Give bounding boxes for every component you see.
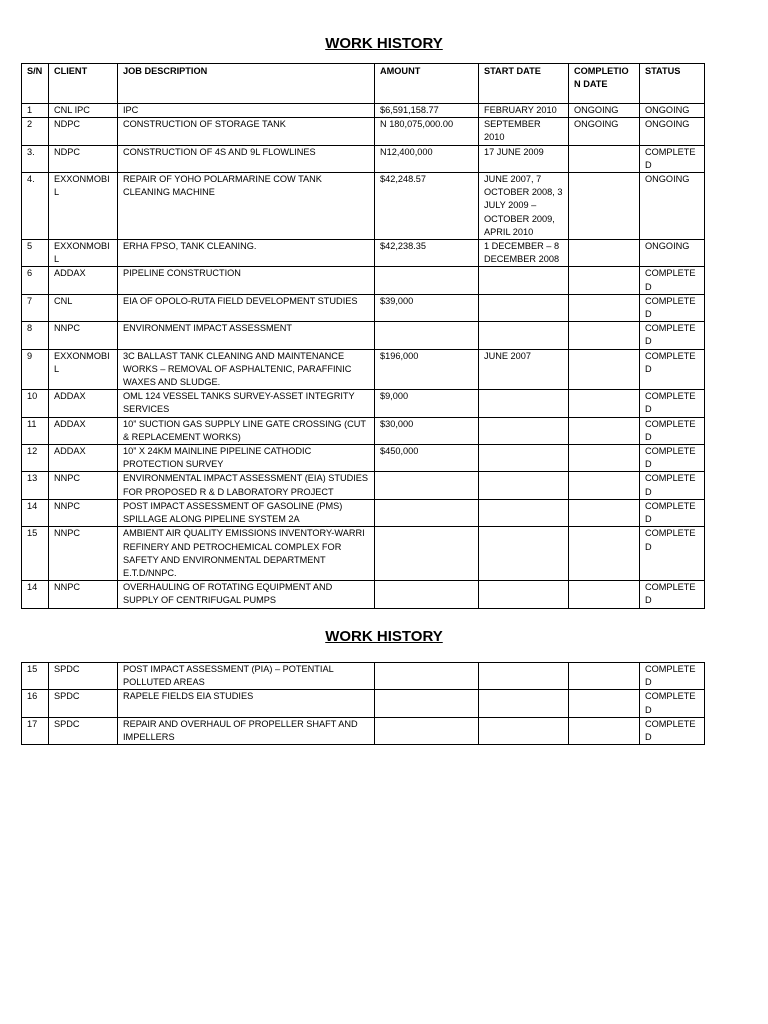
cell-sn: 17	[22, 717, 49, 744]
cell-completion-date: ONGOING	[569, 118, 640, 145]
cell-completion-date	[569, 322, 640, 349]
cell-status: COMPLETED	[640, 690, 705, 717]
cell-client: NDPC	[49, 145, 118, 172]
cell-amount	[375, 527, 479, 581]
cell-client: NNPC	[49, 527, 118, 581]
cell-status: COMPLETED	[640, 663, 705, 690]
table-row	[22, 690, 705, 717]
cell-status: COMPLETED	[640, 581, 705, 608]
header-start-date: START DATE	[479, 64, 569, 104]
cell-status: COMPLETED	[640, 717, 705, 744]
cell-status: ONGOING	[640, 118, 705, 145]
cell-job-description: ENVIRONMENT IMPACT ASSESSMENT	[118, 322, 375, 349]
cell-completion-date	[569, 267, 640, 294]
cell-amount	[375, 717, 479, 744]
cell-job-description: IPC	[118, 104, 375, 118]
cell-completion-date	[569, 527, 640, 581]
cell-amount	[375, 472, 479, 499]
cell-completion-date	[569, 417, 640, 444]
cell-client: NDPC	[49, 118, 118, 145]
table-row	[22, 349, 705, 390]
table-body	[22, 663, 705, 745]
table-row	[22, 322, 705, 349]
header-completion-date: COMPLETION DATE	[569, 64, 640, 104]
cell-sn: 12	[22, 445, 49, 472]
cell-completion-date	[569, 581, 640, 608]
cell-status: COMPLETED	[640, 499, 705, 526]
header-job-description: JOB DESCRIPTION	[118, 64, 375, 104]
cell-client: SPDC	[49, 663, 118, 690]
cell-amount: N 180,075,000.00	[375, 118, 479, 145]
cell-status: COMPLETED	[640, 445, 705, 472]
header-client: CLIENT	[49, 64, 118, 104]
cell-amount: $30,000	[375, 417, 479, 444]
cell-job-description: REPAIR OF YOHO POLARMARINE COW TANK CLEANING MACHINE	[118, 173, 375, 240]
cell-client: ADDAX	[49, 390, 118, 417]
cell-sn: 15	[22, 663, 49, 690]
cell-start-date: 17 JUNE 2009	[479, 145, 569, 172]
table-row	[22, 267, 705, 294]
cell-sn: 9	[22, 349, 49, 390]
table-header-row	[22, 64, 705, 104]
cell-start-date: 1 DECEMBER – 8 DECEMBER 2008	[479, 240, 569, 267]
cell-job-description: OML 124 VESSEL TANKS SURVEY-ASSET INTEGRITY SERVICES	[118, 390, 375, 417]
table-row	[22, 663, 705, 690]
table-row	[22, 240, 705, 267]
cell-job-description: POST IMPACT ASSESSMENT (PIA) – POTENTIAL POLLUTED AREAS	[118, 663, 375, 690]
cell-status: COMPLETED	[640, 472, 705, 499]
cell-start-date	[479, 267, 569, 294]
cell-completion-date	[569, 145, 640, 172]
cell-client: CNL IPC	[49, 104, 118, 118]
cell-job-description: PIPELINE CONSTRUCTION	[118, 267, 375, 294]
cell-completion-date	[569, 294, 640, 321]
cell-amount: $196,000	[375, 349, 479, 390]
cell-sn: 7	[22, 294, 49, 321]
cell-sn: 15	[22, 527, 49, 581]
cell-client: NNPC	[49, 499, 118, 526]
cell-start-date	[479, 390, 569, 417]
cell-start-date	[479, 417, 569, 444]
cell-completion-date	[569, 663, 640, 690]
table-row	[22, 527, 705, 581]
table-row	[22, 499, 705, 526]
cell-status: COMPLETED	[640, 390, 705, 417]
cell-job-description: 10” SUCTION GAS SUPPLY LINE GATE CROSSING (CUT & REPLACEMENT WORKS)	[118, 417, 375, 444]
table-row	[22, 417, 705, 444]
cell-sn: 10	[22, 390, 49, 417]
table-row	[22, 104, 705, 118]
cell-start-date	[479, 322, 569, 349]
cell-sn: 13	[22, 472, 49, 499]
cell-job-description: EIA OF OPOLO-RUTA FIELD DEVELOPMENT STUDIES	[118, 294, 375, 321]
cell-sn: 5	[22, 240, 49, 267]
table-row	[22, 390, 705, 417]
cell-job-description: REPAIR AND OVERHAUL OF PROPELLER SHAFT AND IMPELLERS	[118, 717, 375, 744]
cell-start-date	[479, 663, 569, 690]
cell-amount	[375, 322, 479, 349]
cell-amount	[375, 499, 479, 526]
header-amount: AMOUNT	[375, 64, 479, 104]
cell-job-description: CONSTRUCTION OF STORAGE TANK	[118, 118, 375, 145]
cell-client: NNPC	[49, 581, 118, 608]
cell-client: ADDAX	[49, 267, 118, 294]
cell-completion-date: ONGOING	[569, 104, 640, 118]
cell-sn: 11	[22, 417, 49, 444]
cell-status: COMPLETED	[640, 294, 705, 321]
cell-status: COMPLETED	[640, 322, 705, 349]
cell-amount: $42,248.57	[375, 173, 479, 240]
table-body	[22, 104, 705, 609]
cell-start-date	[479, 472, 569, 499]
cell-amount: $42,238.35	[375, 240, 479, 267]
cell-amount: N12,400,000	[375, 145, 479, 172]
cell-client: NNPC	[49, 472, 118, 499]
cell-amount	[375, 267, 479, 294]
cell-sn: 4.	[22, 173, 49, 240]
cell-job-description: 3C BALLAST TANK CLEANING AND MAINTENANCE WORKS – REMOVAL OF ASPHALTENIC, PARAFFINIC WAXES AND SLUDGE.	[118, 349, 375, 390]
cell-job-description: OVERHAULING OF ROTATING EQUIPMENT AND SUPPLY OF CENTRIFUGAL PUMPS	[118, 581, 375, 608]
cell-status: ONGOING	[640, 173, 705, 240]
cell-client: SPDC	[49, 690, 118, 717]
cell-sn: 1	[22, 104, 49, 118]
cell-start-date: SEPTEMBER 2010	[479, 118, 569, 145]
cell-start-date	[479, 499, 569, 526]
section-title-continued: WORK HISTORY	[325, 628, 443, 645]
cell-start-date	[479, 294, 569, 321]
cell-start-date	[479, 690, 569, 717]
cell-amount: $450,000	[375, 445, 479, 472]
cell-job-description: POST IMPACT ASSESSMENT OF GASOLINE (PMS) SPILLAGE ALONG PIPELINE SYSTEM 2A	[118, 499, 375, 526]
cell-start-date	[479, 527, 569, 581]
table-row	[22, 472, 705, 499]
cell-amount: $39,000	[375, 294, 479, 321]
table-row	[22, 581, 705, 608]
cell-sn: 6	[22, 267, 49, 294]
cell-status: COMPLETED	[640, 349, 705, 390]
table-row	[22, 145, 705, 172]
cell-start-date: JUNE 2007	[479, 349, 569, 390]
cell-completion-date	[569, 472, 640, 499]
cell-start-date	[479, 717, 569, 744]
cell-start-date: FEBRUARY 2010	[479, 104, 569, 118]
cell-sn: 16	[22, 690, 49, 717]
work-history-table	[21, 63, 705, 609]
cell-client: EXXONMOBIL	[49, 173, 118, 240]
cell-sn: 14	[22, 581, 49, 608]
cell-amount: $6,591,158.77	[375, 104, 479, 118]
cell-start-date	[479, 581, 569, 608]
cell-job-description: 10” X 24KM MAINLINE PIPELINE CATHODIC PROTECTION SURVEY	[118, 445, 375, 472]
table-row	[22, 445, 705, 472]
cell-status: COMPLETED	[640, 267, 705, 294]
cell-status: COMPLETED	[640, 417, 705, 444]
cell-sn: 8	[22, 322, 49, 349]
table-row	[22, 294, 705, 321]
cell-client: ADDAX	[49, 417, 118, 444]
cell-status: ONGOING	[640, 240, 705, 267]
cell-start-date: JUNE 2007, 7 OCTOBER 2008, 3 JULY 2009 – OCTOBER 2009, APRIL 2010	[479, 173, 569, 240]
cell-client: EXXONMOBIL	[49, 240, 118, 267]
cell-status: ONGOING	[640, 104, 705, 118]
cell-start-date	[479, 445, 569, 472]
cell-completion-date	[569, 240, 640, 267]
cell-sn: 3.	[22, 145, 49, 172]
table-row	[22, 118, 705, 145]
cell-job-description: ENVIRONMENTAL IMPACT ASSESSMENT (EIA) STUDIES FOR PROPOSED R & D LABORATORY PROJECT	[118, 472, 375, 499]
cell-client: NNPC	[49, 322, 118, 349]
cell-completion-date	[569, 717, 640, 744]
cell-amount	[375, 663, 479, 690]
header-status: STATUS	[640, 64, 705, 104]
page-title: WORK HISTORY	[325, 35, 443, 52]
cell-completion-date	[569, 690, 640, 717]
cell-job-description: RAPELE FIELDS EIA STUDIES	[118, 690, 375, 717]
cell-sn: 14	[22, 499, 49, 526]
cell-completion-date	[569, 445, 640, 472]
cell-client: CNL	[49, 294, 118, 321]
cell-job-description: ERHA FPSO, TANK CLEANING.	[118, 240, 375, 267]
cell-job-description: AMBIENT AIR QUALITY EMISSIONS INVENTORY-WARRI REFINERY AND PETROCHEMICAL COMPLEX FOR SAFETY AND ENVIRONMENTAL DEPARTMENT E.T.D/NNPC.	[118, 527, 375, 581]
table-row	[22, 717, 705, 744]
work-history-table-continued	[21, 662, 705, 745]
cell-job-description: CONSTRUCTION OF 4S AND 9L FLOWLINES	[118, 145, 375, 172]
cell-amount	[375, 581, 479, 608]
cell-status: COMPLETED	[640, 145, 705, 172]
cell-client: SPDC	[49, 717, 118, 744]
cell-client: ADDAX	[49, 445, 118, 472]
cell-status: COMPLETED	[640, 527, 705, 581]
cell-amount	[375, 690, 479, 717]
cell-client: EXXONMOBIL	[49, 349, 118, 390]
cell-completion-date	[569, 173, 640, 240]
cell-amount: $9,000	[375, 390, 479, 417]
table-row	[22, 173, 705, 240]
cell-completion-date	[569, 349, 640, 390]
cell-completion-date	[569, 499, 640, 526]
header-sn: S/N	[22, 64, 49, 104]
cell-completion-date	[569, 390, 640, 417]
cell-sn: 2	[22, 118, 49, 145]
